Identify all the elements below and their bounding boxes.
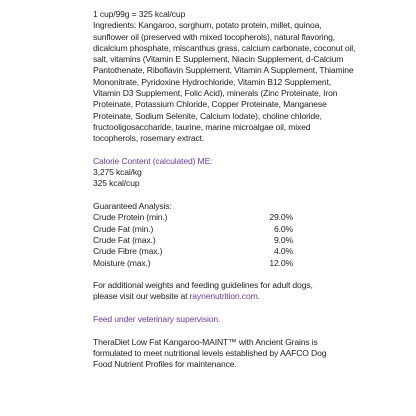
analysis-value: 6.0% [274, 223, 293, 234]
analysis-row [93, 224, 293, 235]
analysis-row [93, 235, 293, 246]
ingredients-line: Pantothenate, Riboflavin Supplement, Vitamin A Supplement, Thiamine [93, 65, 354, 76]
ingredients-line: Proteinate, Sodium Selenite, Calcium Iodate), choline chloride, [93, 110, 322, 121]
ingredients-line: Vitamin D3 Supplement, Folic Acid), minerals (Zinc Proteinate, Iron [93, 88, 338, 99]
analysis-label: Crude Fibre (max.) [93, 246, 163, 257]
website-link[interactable]: raynenutrition.com [189, 291, 258, 302]
aafco-line: TheraDiet Low Fat Kangaroo-MAINT™ with Ancient Grains is [93, 336, 318, 347]
analysis-row [93, 212, 293, 223]
aafco-line: formulated to meet nutritional levels established by AAFCO Dog [93, 347, 327, 358]
ingredients-block [93, 20, 356, 144]
analysis-label: Crude Protein (min.) [93, 212, 168, 223]
analysis-label: Crude Fat (min.) [93, 223, 154, 234]
analysis-value: 4.0% [274, 246, 293, 257]
analysis-value: 9.0% [274, 234, 293, 245]
product-label [93, 9, 356, 371]
calorie-per-cup: 325 kcal/cup [93, 178, 140, 189]
aafco-line: Food Nutrient Profiles for maintenance. [93, 359, 237, 370]
calorie-block [93, 156, 317, 190]
spacer [93, 325, 317, 336]
analysis-row [93, 246, 293, 257]
ingredients-line: dicalcium phosphate, miscanthus grass, calcium carbonate, coconut oil, [93, 42, 356, 53]
ingredients-line: Mononitrate, Pyridoxine Hydrochloride, Vitamin B12 Supplement, [93, 76, 331, 87]
analysis-heading: Guaranteed Analysis: [93, 201, 172, 212]
spacer [93, 303, 317, 314]
analysis-row [93, 258, 293, 269]
ingredients-line: Ingredients: Kangaroo, sorghum, potato protein, millet, quinoa, [93, 20, 322, 31]
guidelines-prefix: please visit our website at [93, 291, 190, 302]
ingredients-line: Proteinate, Potassium Chloride, Copper Proteinate, Manganese [93, 99, 327, 110]
spacer [93, 190, 317, 201]
vet-supervision-note: Feed under veterinary supervision. [93, 314, 221, 325]
spacer [93, 269, 317, 280]
ingredients-line: tocopherols, rosemary extract. [93, 133, 205, 144]
ingredients-line: sunflower oil (preserved with mixed tocopherols), natural flavoring, [93, 31, 335, 42]
feeding-guidelines [93, 280, 317, 303]
ingredients-line: salt, vitamins (Vitamin E Supplement, Niacin Supplement, d-Calcium [93, 54, 344, 65]
aafco-statement [93, 336, 327, 371]
analysis-value: 12.0% [269, 257, 293, 268]
calorie-heading: Calorie Content (calculated) ME: [93, 155, 213, 166]
guidelines-line: For additional weights and feeding guidelines for adult dogs, [93, 280, 313, 291]
analysis-value: 29.0% [269, 212, 293, 223]
analysis-label: Crude Fat (max.) [93, 234, 156, 245]
calorie-per-kg: 3,275 kcal/kg [93, 167, 142, 178]
spacer [93, 145, 317, 156]
ingredients-line: fructooligosaccharide, taurine, marine microalgae oil, mixed [93, 121, 311, 132]
guaranteed-analysis [93, 201, 317, 269]
guidelines-suffix: . [257, 291, 260, 302]
serving-size: 1 cup/99g = 325 kcal/cup [93, 9, 186, 19]
guidelines-line [93, 291, 317, 302]
analysis-label: Moisture (max.) [93, 257, 151, 268]
